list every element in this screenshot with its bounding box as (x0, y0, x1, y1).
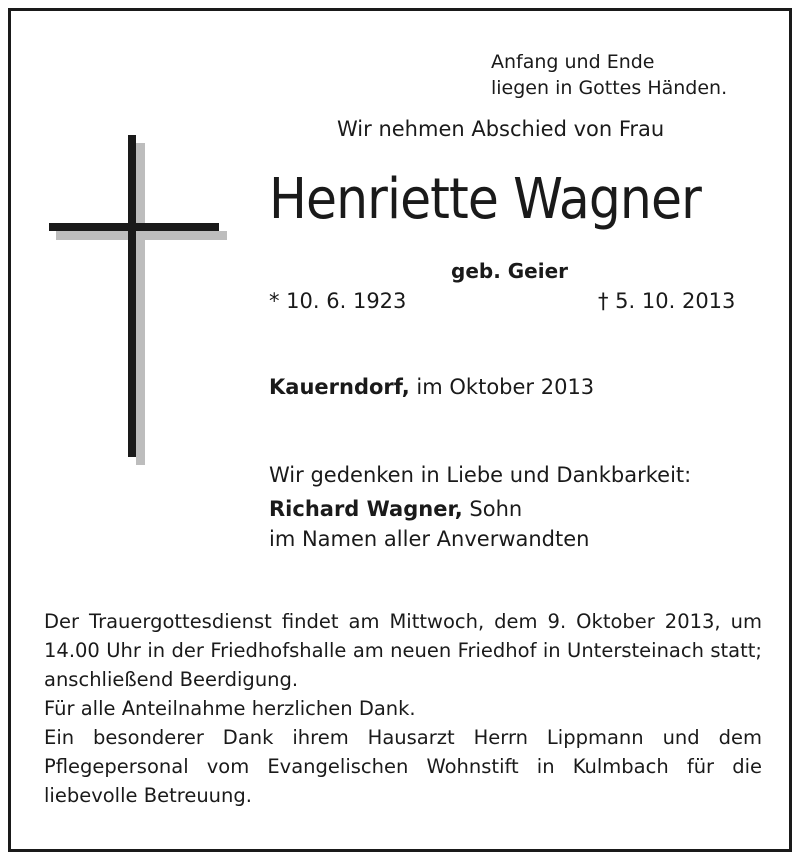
intro-line: Wir nehmen Abschied von Frau (337, 117, 665, 141)
motto-line: liegen in Gottes Händen. (491, 77, 728, 99)
motto (491, 49, 727, 101)
signer-relation: Sohn (469, 497, 523, 521)
service-paragraph: Der Trauergottesdienst findet am Mittwoch, dem 9. Oktober 2013, um 14.00 Uhr in der Friedhofshalle am neuen Friedhof in Untersteinach statt; anschließend Beerdigung. (44, 610, 762, 691)
place-date: im Oktober 2013 (416, 375, 595, 399)
place-date-line (269, 375, 594, 399)
special-thanks-paragraph: Ein besonderer Dank ihrem Hausarzt Herrn Lippmann und dem Pflegepersonal vom Evangelischen Wohnstift in Kulmbach für die liebevolle Betreuung. (44, 726, 762, 807)
signer-name: Richard Wagner, (269, 497, 463, 521)
remembrance-line: Wir gedenken in Liebe und Dankbarkeit: (269, 463, 692, 487)
maiden-name: geb. Geier (451, 259, 569, 283)
cross-shadow-vertical (136, 143, 145, 465)
deceased-name: Henriette Wagner (269, 167, 701, 232)
obituary-notice (8, 8, 792, 852)
death-date: † 5. 10. 2013 (598, 289, 736, 313)
relatives-line: im Namen aller Anverwandten (269, 527, 590, 551)
motto-line: Anfang und Ende (491, 51, 655, 73)
cross-vertical-beam (128, 135, 136, 457)
service-details (44, 607, 762, 810)
thanks-paragraph: Für alle Anteilnahme herzlichen Dank. (44, 697, 416, 720)
cross-horizontal-beam (49, 223, 219, 231)
cross-icon (47, 133, 227, 465)
signer-line (269, 497, 522, 521)
birth-date: * 10. 6. 1923 (269, 289, 407, 313)
cross-shadow-horizontal (56, 231, 227, 240)
place-name: Kauerndorf, (269, 375, 410, 399)
